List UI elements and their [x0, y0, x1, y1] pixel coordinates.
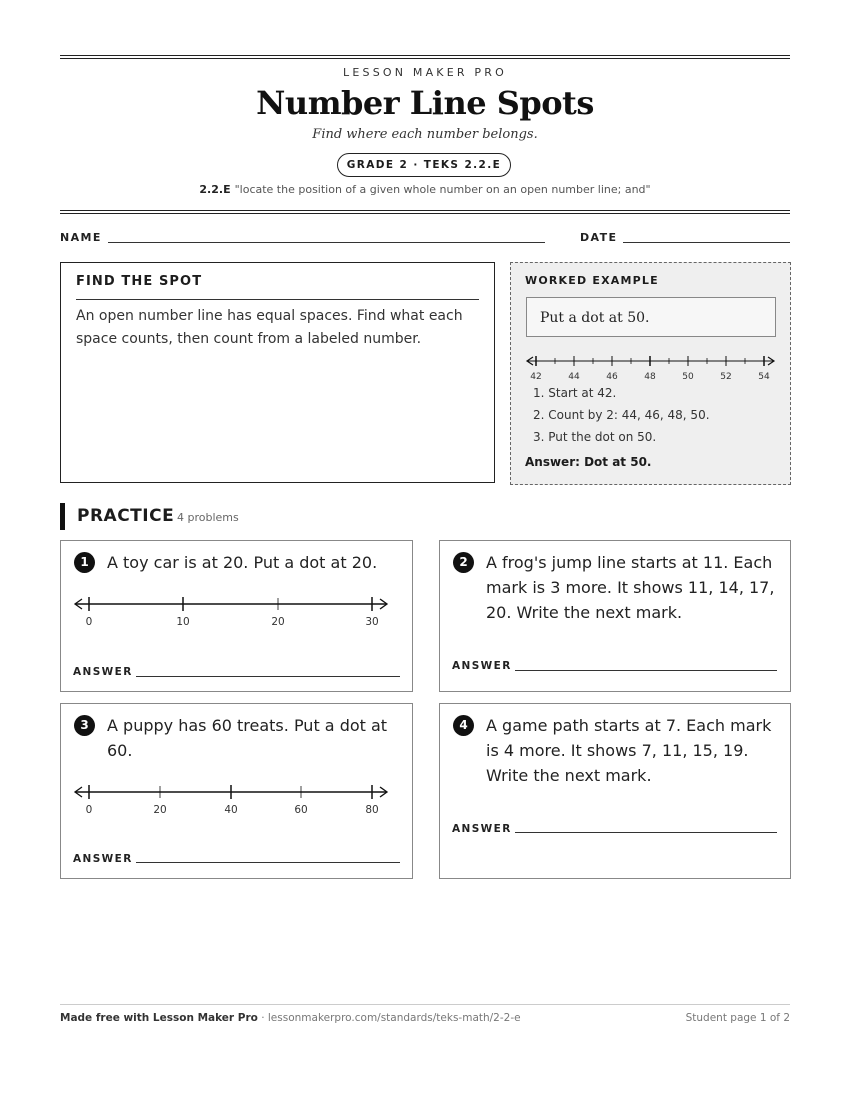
standard-line [60, 183, 790, 196]
practice-accent-bar [60, 503, 65, 530]
tick-label: 40 [224, 804, 238, 815]
footer-rule [60, 1004, 790, 1005]
problem-3-number-line [73, 783, 393, 815]
answer-label: ANSWER [452, 823, 512, 835]
problem-number-badge: 2 [453, 552, 474, 573]
answer-field[interactable] [515, 832, 777, 833]
brand-name: LESSON MAKER PRO [343, 66, 507, 79]
answer-label: ANSWER [452, 660, 512, 672]
footer-page-number: Student page 1 of 2 [685, 1012, 790, 1024]
date-field[interactable] [623, 242, 790, 243]
footer-url[interactable]: · lessonmakerpro.com/standards/teks-math/2-2-e [261, 1012, 521, 1024]
worked-example-box [510, 262, 791, 485]
worked-example-answer: Answer: Dot at 50. [525, 455, 652, 469]
page-title: Number Line Spots [256, 84, 594, 122]
answer-field[interactable] [136, 676, 400, 677]
problem-number-badge: 1 [74, 552, 95, 573]
find-the-spot-box [60, 262, 495, 483]
answer-label: ANSWER [73, 853, 133, 865]
tick-label: 80 [365, 804, 379, 815]
worked-example-step: 3. Put the dot on 50. [533, 430, 657, 444]
grade-badge: GRADE 2 · TEKS 2.2.E [337, 153, 511, 177]
tick-label: 10 [176, 616, 190, 627]
standard-text: "locate the position of a given whole number on an open number line; and" [234, 183, 651, 196]
practice-count: 4 problems [177, 511, 239, 524]
worked-example-prompt: Put a dot at 50. [526, 297, 776, 337]
date-label: DATE [580, 231, 618, 244]
worked-example-step: 2. Count by 2: 44, 46, 48, 50. [533, 408, 710, 422]
tick-label: 20 [271, 616, 285, 627]
footer-credit [60, 1012, 521, 1024]
problem-card-4 [439, 703, 791, 879]
header-rule-top-2 [60, 58, 790, 59]
problem-text: A game path starts at 7. Each mark is 4 more. It shows 7, 11, 15, 19. Write the next mark. [486, 716, 772, 785]
tick-label: 46 [606, 372, 618, 381]
tick-label: 50 [682, 372, 694, 381]
problem-number-badge: 4 [453, 715, 474, 736]
name-field[interactable] [108, 242, 545, 243]
find-the-spot-title: FIND THE SPOT [76, 274, 203, 289]
tick-label: 44 [568, 372, 580, 381]
tick-label: 0 [85, 804, 93, 815]
answer-field[interactable] [515, 670, 777, 671]
header-rule-bottom [60, 210, 790, 211]
footer-made-with: Made free with Lesson Maker Pro [60, 1012, 258, 1024]
name-label: NAME [60, 231, 102, 244]
practice-title: PRACTICE [77, 506, 175, 526]
problem-card-2 [439, 540, 791, 692]
tick-label: 60 [294, 804, 308, 815]
problem-card-1 [60, 540, 413, 692]
worked-example-step: 1. Start at 42. [533, 386, 617, 400]
header-rule-bottom-2 [60, 213, 790, 214]
page-subtitle: Find where each number belongs. [312, 127, 538, 142]
answer-field[interactable] [136, 862, 400, 863]
tick-label: 20 [153, 804, 167, 815]
problem-text: A toy car is at 20. Put a dot at 20. [107, 553, 378, 572]
worked-example-title: WORKED EXAMPLE [525, 274, 659, 287]
tick-label: 0 [85, 616, 93, 627]
standard-code: 2.2.E [199, 183, 231, 196]
find-the-spot-body: An open number line has equal spaces. Find what each space counts, then count from a labeled number. [76, 308, 463, 347]
tick-label: 42 [530, 372, 542, 381]
tick-label: 48 [644, 372, 656, 381]
tick-label: 30 [365, 616, 379, 627]
problem-text: A frog's jump line starts at 11. Each mark is 3 more. It shows 11, 14, 17, 20. Write the next mark. [486, 553, 775, 622]
problem-1-number-line [73, 595, 393, 627]
problem-number-badge: 3 [74, 715, 95, 736]
worked-example-number-line [525, 351, 777, 381]
answer-label: ANSWER [73, 666, 133, 678]
problem-card-3 [60, 703, 413, 879]
tick-label: 54 [758, 372, 770, 381]
problem-text: A puppy has 60 treats. Put a dot at 60. [107, 716, 388, 760]
tick-label: 52 [720, 372, 732, 381]
find-the-spot-rule [76, 299, 479, 300]
header-rule-top [60, 55, 790, 56]
